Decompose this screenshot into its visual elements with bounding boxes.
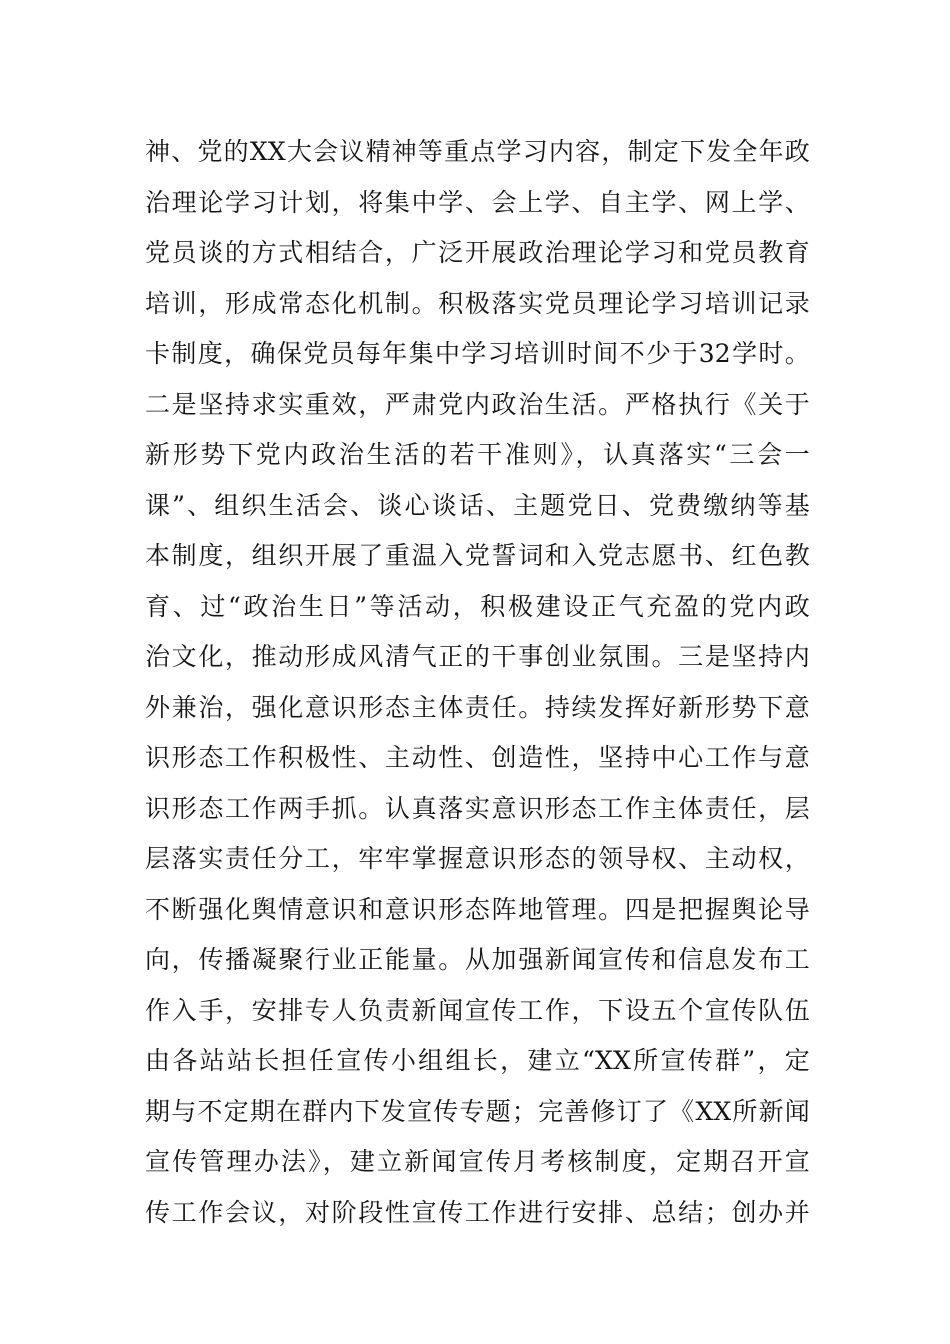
text-line: 传工作会议，对阶段性宣传工作进行安排、总结；创办并 [145, 1197, 810, 1227]
text-line: 神、党的XX大会议精神等重点学习内容，制定下发全年政 [145, 137, 810, 166]
text-line: 向，传播凝聚行业正能量。从加强新闻宣传和信息发布工 [145, 945, 810, 974]
text-line: 二是坚持求实重效，严肃党内政治生活。严格执行《关于 [145, 389, 810, 419]
body-text [145, 127, 810, 1238]
text-line: 外兼治，强化意识形态主体责任。持续发挥好新形势下意 [145, 692, 810, 722]
text-line: 识形态工作两手抓。认真落实意识形态工作主体责任，层 [145, 793, 810, 823]
text-line: 宣传管理办法》，建立新闻宣传月考核制度，定期召开宣 [145, 1147, 810, 1176]
text-line: 党员谈的方式相结合，广泛开展政治理论学习和党员教育 [145, 238, 810, 267]
text-line: 不断强化舆情意识和意识形态阵地管理。四是把握舆论导 [145, 894, 810, 924]
text-line: 培训，形成常态化机制。积极落实党员理论学习培训记录 [145, 288, 810, 318]
text-line: 卡制度，确保党员每年集中学习培训时间不少于32学时。 [145, 339, 810, 368]
text-line: 治文化，推动形成风清气正的干事创业氛围。三是坚持内 [145, 642, 810, 671]
text-line: 识形态工作积极性、主动性、创造性，坚持中心工作与意 [145, 743, 810, 772]
text-line: 期与不定期在群内下发宣传专题；完善修订了《XX所新闻 [145, 1096, 810, 1126]
text-line: 层落实责任分工，牢牢掌握意识形态的领导权、主动权， [145, 844, 810, 873]
text-line: 由各站站长担任宣传小组组长，建立“XX所宣传群”，定 [145, 1046, 810, 1075]
text-line: 作入手，安排专人负责新闻宣传工作，下设五个宣传队伍 [145, 995, 810, 1025]
text-line: 本制度，组织开展了重温入党誓词和入党志愿书、红色教 [145, 541, 810, 570]
text-line: 育、过“政治生日”等活动，积极建设正气充盈的党内政 [145, 591, 810, 621]
text-line: 课”、组织生活会、谈心谈话、主题党日、党费缴纳等基 [145, 490, 810, 520]
text-line: 新形势下党内政治生活的若干准则》，认真落实“三会一 [145, 440, 810, 469]
text-line: 治理论学习计划，将集中学、会上学、自主学、网上学、 [145, 187, 810, 217]
